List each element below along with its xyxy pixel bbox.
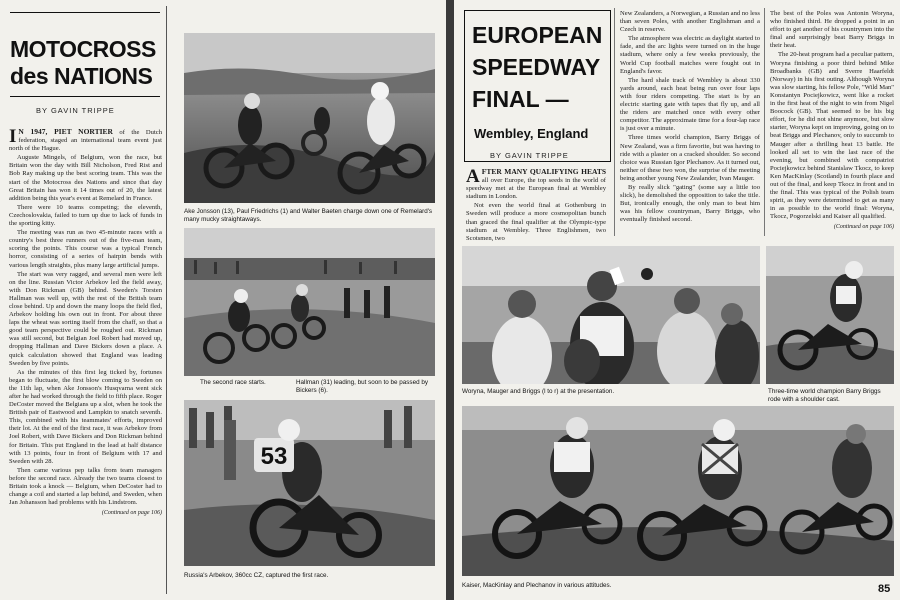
left-article-column — [9, 128, 162, 517]
left-paragraph: Auguste Mingels, of Belgium, won the race, but Britain won the day with Bill Nicholson, Fred Rist and Bob Ray making up the best scoring team. This was the start of the Motocross des Nations and since that day Great Britain has won it 14 times out of 20, the latest addition being this year's event at Remelard in France. — [9, 154, 162, 202]
left-continued-note: (Continued on page 106) — [101, 510, 162, 517]
left-caption-hallman: Hallman (31) leading, but soon to be passed by Bickers (6). — [296, 379, 428, 394]
page-number: 85 — [878, 583, 891, 595]
left-caption-arbekov: Russia's Arbekov, 360cc CZ, captured the first race. — [184, 572, 329, 579]
right-caption-briggs: Three-time world champion Barry Briggs rode with a shoulder cast. — [768, 388, 881, 403]
right-page — [454, 0, 900, 600]
right-lead-paragraph — [466, 168, 606, 201]
right-byline: BY GAVIN TRIPPE — [490, 151, 569, 160]
right-column-1 — [466, 168, 606, 244]
left-lead-rest: of the Dutch federation, staged an international team event just north of the Hague. — [9, 129, 163, 153]
right-caption-presentation: Woryna, Mauger and Briggs (l to r) at the presentation. — [462, 388, 615, 395]
left-caption-race-start: The second race starts. — [200, 379, 266, 386]
right-col2-paragraph: The hard shale track of Wembley is about 330 yards around, each heat being run over four laps with four riders competing. The start is by an electric starting gate with tapes that fly up, and all the riders are matched once with every other competitor. The approximate time for a four-lap race is just over a minute. — [620, 76, 760, 133]
left-lead-paragraph — [9, 128, 162, 153]
left-paragraph: The meeting was run as two 45-minute races with a country's best three runners out of the five-man team, scoring the points. This course was a typical French horror, consisting of a series of hairpin bends with various length straights, plus many large artificial jumps. — [9, 229, 162, 269]
right-col2-paragraph: The atmosphere was electric as daylight started to fade, and the arc lights were turned on in the huge stadium, where only a few weeks previously, the World Cup football matches were fought out in England's favor. — [620, 35, 760, 75]
left-title-rule-bottom — [10, 96, 160, 97]
right-lead-caps: FTER MANY QUALIFYING HEATS — [481, 167, 606, 176]
right-col2-paragraph: By really slick "gating" (some say a little too slick), he demolished the opposition to take the title. But, ironically enough, the only man to beat him was his fellow countryman, Barry Briggs, who eventually finished second. — [620, 183, 760, 224]
right-column-3 — [770, 10, 894, 232]
right-col2-paragraph: Three times world champion, Barry Briggs of New Zealand, was a firm favorite, but was having to ride with a plaster on a cracked shoulder. So second choice was Russian Igor Plechanov. As it turned out, neither of these two won, the surprise of the meeting being another young New Zealander, Ivan Mauger. — [620, 134, 760, 182]
left-paragraph: As the minutes of this first leg ticked by, fortunes began to fluctuate, the first blow coming to Sweden on the 11th lap, when Ake Jonsson's Husqvarna went sick after he had worked through the field to fifth place. Roger DeCoster moved the Belgians up a slot, when he took the British pair of Eastwood and Lampkin to snatch seventh. This, combined with his teammates' efforts, improved their lot. At the end of the first race, it was Arbekov from Joel Robert, with Dave Bickers and Don Rickman behind for Britain. This put England in the lead at half distance with 13 points, four in front of Belgium with 17 and Sweden with 28. — [9, 368, 162, 465]
right-col2-paragraph: New Zealanders, a Norwegian, a Russian and no less than seven Poles, with another Englishman and a Czech in reserve. — [620, 10, 760, 34]
left-paragraph: There were 10 teams competing; the eleventh, Czechoslovakia, failed to turn up due to lack of funds in the sporting kitty. — [9, 203, 162, 228]
left-title-line1: MOTOCROSS — [10, 36, 156, 62]
right-dropcap: A — [466, 166, 480, 187]
left-photo-race-start — [184, 228, 435, 376]
right-column-2 — [620, 10, 760, 225]
right-subtitle: Wembley, England — [474, 126, 589, 141]
left-photo-straightaway — [184, 33, 435, 203]
left-paragraph: The start was very ragged, and several men were left on the line. Russian Victor Arbekov led the field away, with Don Rickman (GB) behind. Sweden's Torsten Hallman was well up, with the rest of the British team close behind. Up and down the many loops the field fled, Arbekov holding his own out in front. For about three laps the wheat was sorting itself from the chaff, so that a good team perspective could be roughed out. Rickman was still second, but Belgian Joel Robert had moved up, dropping Hallman and Dave Bickers down a place. A quick calculation showed that England was leading Sweden by five points. — [9, 270, 162, 367]
left-caption-straightaway: Ake Jonsson (13), Paul Friedrichs (1) and Walter Baeten charge down one of Remelard's many mucky straightaways. — [184, 208, 433, 223]
left-rider-number: 53 — [260, 443, 288, 470]
left-paragraph: Then came various pep talks from team managers before the second race. Already the two teams closest to Britain took a knock — Belgium, when DeCoster had to change a coil and started a lap behind, and Sweden, when Jan Johansson had problems with his Lindstrom. — [9, 466, 162, 507]
right-divider-1 — [614, 8, 615, 236]
left-page — [0, 0, 446, 600]
right-caption-riders: Kaiser, MacKinlay and Plechanov in various attitudes. — [462, 582, 612, 589]
right-continued-note: (Continued on page 106) — [833, 224, 894, 231]
right-col3-paragraph: The best of the Poles was Antonin Woryna, who finished third. He dropped a point in an effort to get another of his countrymen into the final and surprisingly beat Barry Briggs in their heat. — [770, 10, 894, 50]
left-photo-arbekov — [184, 400, 435, 566]
left-byline: BY GAVIN TRIPPE — [36, 106, 115, 115]
right-title-line2: SPEEDWAY — [472, 54, 601, 80]
right-divider-2 — [764, 8, 765, 236]
left-lead-caps: N 1947, PIET NORTIER — [18, 127, 113, 136]
right-col1-paragraph: Not even the world final at Gothenburg in Sweden will produce a more cosmopolitan bunch than graced the final qualifier at the Olympic-type stadium at Wembley. Three Englishmen, two Scotsmen, two — [466, 202, 606, 242]
right-col3-paragraph: The 20-heat program had a peculiar pattern, Woryna finishing a poor third behind Mike Broadbanks (GB) and Sverre Haarfeldt (Norway) in his first outing. Although Woryna was slow starting, his fellow Pole, "Wild Man" Konstantyn Pociejkowicz, went like a rocket in the first heat of the night to win from Nigel Boocock (GB). That seemed to be his big effort, for he did not shine anymore, but slow starter, Woryna kept on improving, going on to beat Briggs and Plechanov, only to succumb to Mauger after a thrilling heat 13 battle. He looked all set to win the last race of the evening, but combined with compatriot Pociejkowicz behind Stanislaw Tkocz, to keep Ken MacKinlay (Scotland) in fourth place and out of the final, and keep Tkocz in front and in the final. This was typical of the Polish team spirit, as they were determined to get as many in as possible to the world final: Woryna, Tkocz, Pogorzelski and Kaiser all qualified. — [770, 51, 894, 221]
right-photo-riders — [462, 406, 894, 576]
right-title-line1: EUROPEAN — [472, 22, 603, 48]
right-photo-briggs — [766, 246, 894, 384]
right-lead-rest: all over Europe, the top seeds in the world of speedway met at the European final at Wembley stadium in London. — [466, 177, 606, 201]
right-title-line3: FINAL — — [472, 86, 569, 112]
left-title-rule-top — [10, 12, 160, 13]
right-photo-presentation — [462, 246, 760, 384]
left-title-line2: des NATIONS — [10, 63, 153, 89]
left-column-divider — [166, 6, 167, 594]
left-dropcap: I — [9, 126, 17, 147]
